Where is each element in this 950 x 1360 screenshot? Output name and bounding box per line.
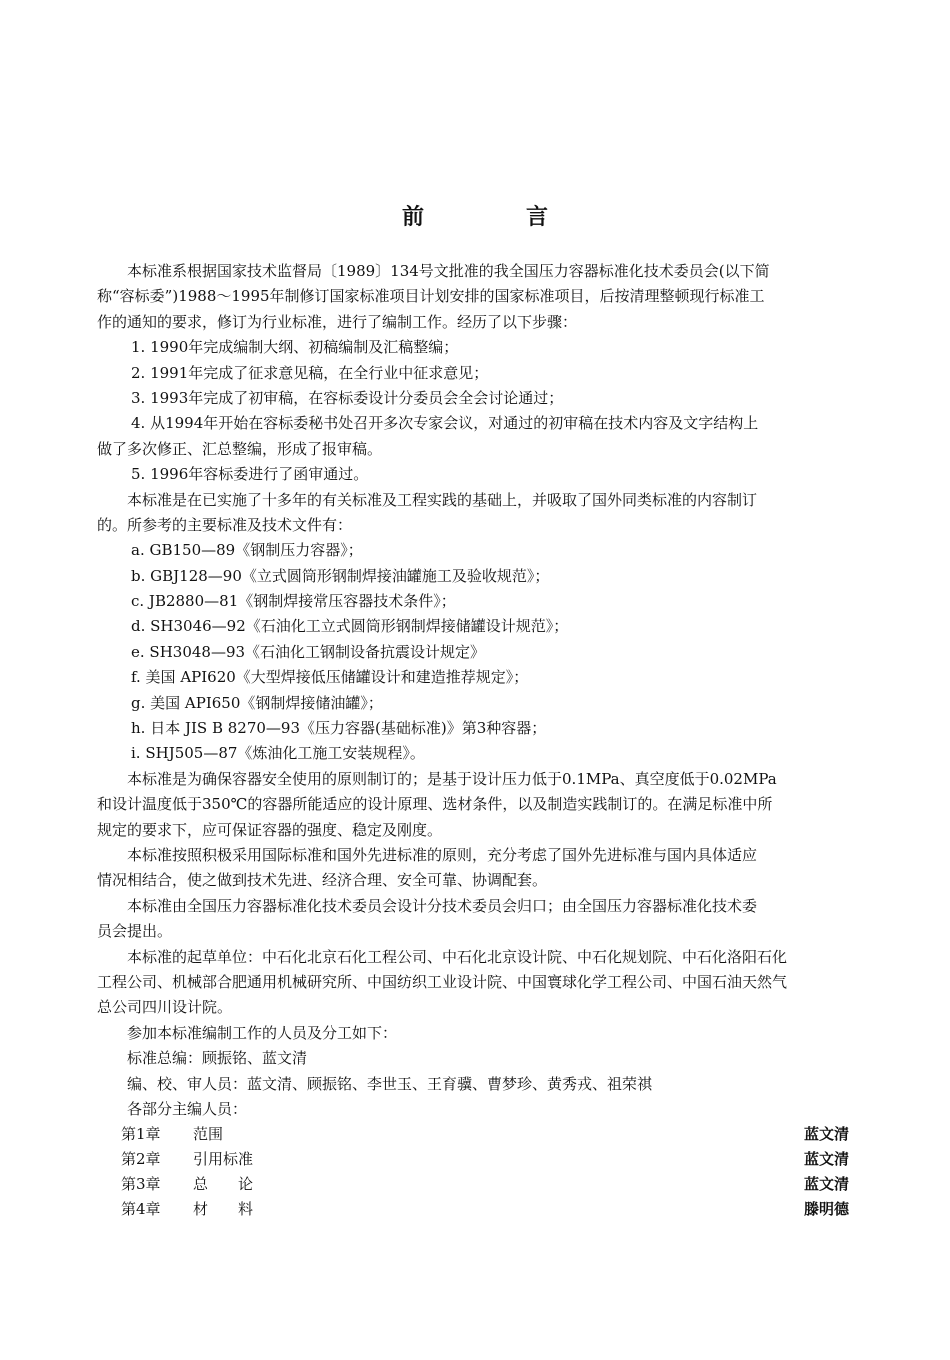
staff-line: 各部分主编人员：: [127, 1099, 248, 1118]
reference-item: h. 日本 JIS B 8270—93《压力容器(基础标准)》第3种容器；: [131, 719, 547, 738]
chapter-number: 第4章: [121, 1200, 161, 1219]
reference-item: c. JB2880—81《钢制焊接常压容器技术条件》；: [131, 592, 456, 611]
adopt-line: 情况相结合，使之做到技术先进、经济合理、安全可靠、协调配套。: [97, 871, 548, 890]
drafters-line: 工程公司、机械部合肥通用机械研究所、中国纺织工业设计院、中国寰球化学工程公司、中国石油天然气: [97, 972, 788, 991]
refs-intro-line: 本标准是在已实施了十多年的有关标准及工程实践的基础上，并吸取了国外同类标准的内容制订: [127, 490, 758, 509]
reference-item: b. GBJ128—90《立式圆筒形钢制焊接油罐施工及验收规范》；: [131, 566, 550, 585]
reference-item: e. SH3048—93《石油化工钢制设备抗震设计规定》: [131, 642, 486, 661]
step-item: 2. 1991年完成了征求意见稿，在全行业中征求意见；: [131, 363, 489, 382]
reference-item: f. 美国 API620《大型焊接低压储罐设计和建造推荐规定》；: [131, 668, 529, 687]
step-item: 1. 1990年完成编制大纲、初稿编制及汇稿整编；: [131, 338, 459, 357]
owner-line: 本标准由全国压力容器标准化技术委员会设计分技术委员会归口；由全国压力容器标准化技术委: [127, 896, 758, 915]
step-item: 3. 1993年完成了初审稿，在容标委设计分委员会全会讨论通过；: [131, 388, 564, 407]
adopt-line: 本标准按照积极采用国际标准和国外先进标准的原则，充分考虑了国外先进标准与国内具体适应: [127, 845, 758, 864]
page-title: 前 言: [401, 205, 588, 230]
chapter-row: [97, 1197, 849, 1222]
reference-item: i. SHJ505—87《炼油化工施工安装规程》。: [131, 744, 425, 763]
staff-line: 标准总编：顾振铭、蓝文清: [127, 1049, 308, 1068]
intro-line: 作的通知的要求，修订为行业标准，进行了编制工作。经历了以下步骤：: [97, 312, 578, 331]
chapter-row: [97, 1172, 849, 1197]
step-item: 做了多次修正、汇总整编，形成了报审稿。: [97, 439, 383, 458]
chapter-number: 第3章: [121, 1175, 161, 1194]
principle-line: 本标准是为确保容器安全使用的原则制订的；是基于设计压力低于0.1MPa、真空度低于0.02MPa: [127, 769, 777, 788]
chapter-row: [97, 1122, 849, 1147]
step-item: 4. 从1994年开始在容标委秘书处召开多次专家会议，对通过的初审稿在技术内容及文字结构上: [131, 414, 759, 433]
principle-line: 和设计温度低于350℃的容器所能适应的设计原理、选材条件，以及制造实践制订的。在满足标准中所: [97, 795, 773, 814]
chapter-name: 总 论: [193, 1175, 254, 1194]
chapter-row: [97, 1147, 849, 1172]
refs-intro-line: 的。所参考的主要标准及技术文件有：: [97, 515, 353, 534]
intro-line: 称“容标委”)1988～1995年制修订国家标准项目计划安排的国家标准项目，后按清理整顿现行标准工: [97, 287, 765, 306]
step-item: 5. 1996年容标委进行了函审通过。: [131, 465, 369, 484]
reference-item: a. GB150—89《钢制压力容器》；: [131, 541, 363, 560]
drafters-line: 总公司四川设计院。: [97, 998, 233, 1017]
chapter-editor: 蓝文清: [803, 1150, 849, 1169]
principle-line: 规定的要求下，应可保证容器的强度、稳定及刚度。: [97, 820, 443, 839]
intro-line: 本标准系根据国家技术监督局〔1989〕134号文批准的我全国压力容器标准化技术委员会(以下简: [127, 262, 770, 280]
reference-item: d. SH3046—92《石油化工立式圆筒形钢制焊接储罐设计规范》；: [131, 617, 569, 636]
chapter-editor: 滕明德: [803, 1200, 849, 1219]
drafters-line: 本标准的起草单位：中石化北京石化工程公司、中石化北京设计院、中石化规划院、中石化洛阳石化: [127, 947, 788, 966]
chapter-name: 材 料: [193, 1200, 254, 1219]
chapter-number: 第2章: [121, 1150, 161, 1169]
chapter-editor: 蓝文清: [803, 1125, 849, 1144]
staff-line: 参加本标准编制工作的人员及分工如下：: [127, 1023, 398, 1042]
chapter-number: 第1章: [121, 1125, 161, 1144]
chapter-editor: 蓝文清: [803, 1175, 849, 1194]
chapter-name: 引用标准: [193, 1150, 254, 1169]
reference-item: g. 美国 API650《钢制焊接储油罐》；: [131, 693, 383, 712]
owner-line: 员会提出。: [97, 922, 173, 941]
chapter-name: 范围: [193, 1125, 224, 1144]
staff-line: 编、校、审人员：蓝文清、顾振铭、李世玉、王育骥、曹梦珍、黄秀戎、祖荣祺: [127, 1074, 653, 1093]
preface-body: [97, 259, 849, 1222]
